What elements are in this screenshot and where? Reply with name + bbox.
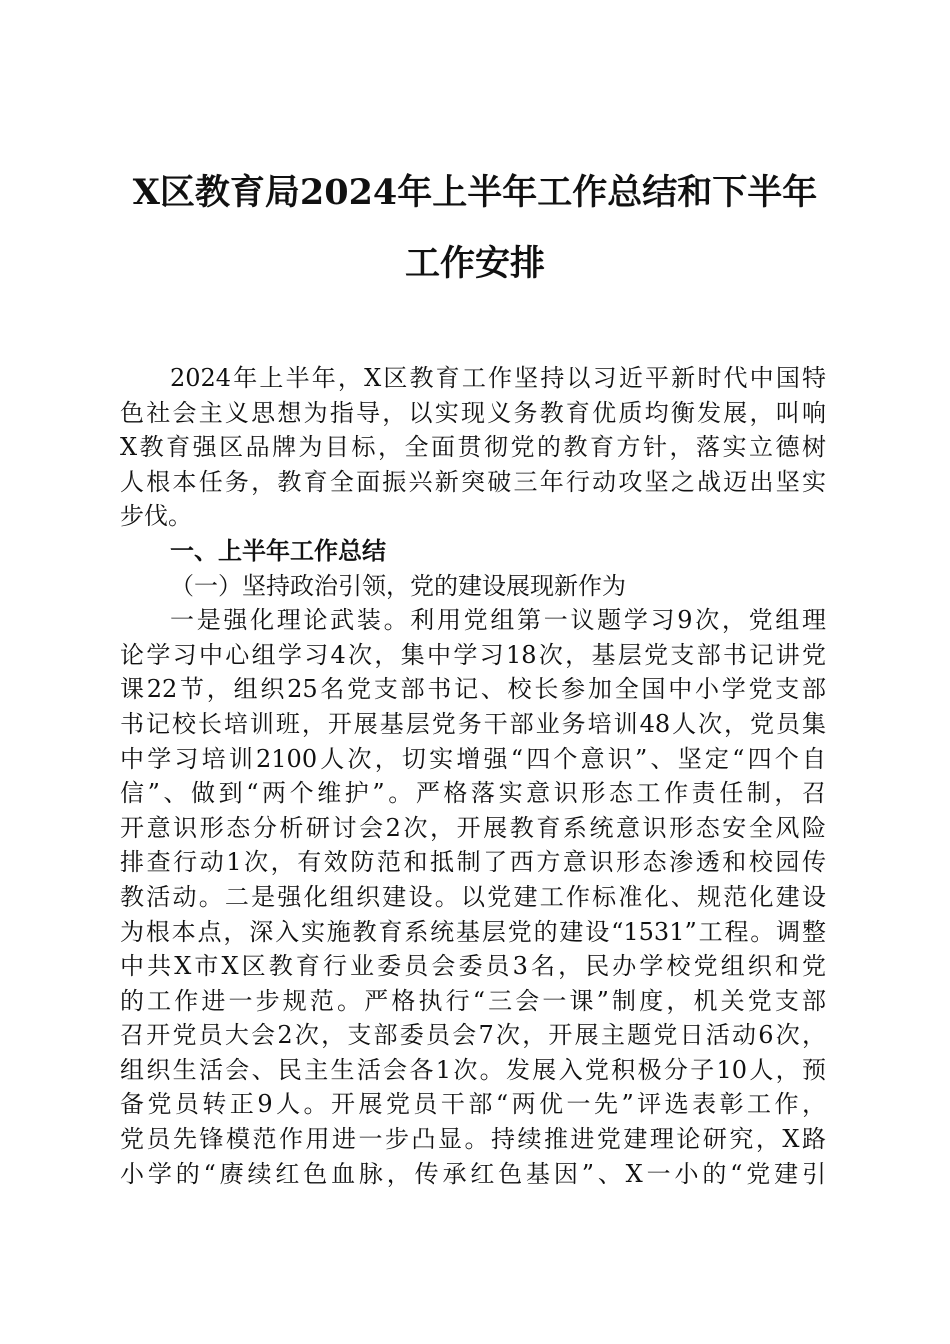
paragraph-line: 教活动。二是强化组织建设。以党建工作标准化、规范化建设 xyxy=(120,882,826,911)
paragraph-line: 排查行动1次，有效防范和抵制了西方意识形态渗透和校园传 xyxy=(120,848,826,877)
intro-line: 人根本任务，教育全面振兴新突破三年行动攻坚之战迈出坚实 xyxy=(120,467,826,496)
paragraph-line: 信”、做到“两个维护”。严格落实意识形态工作责任制，召 xyxy=(120,779,826,808)
paragraph-line: 召开党员大会2次，支部委员会7次，开展主题党日活动6次， xyxy=(120,1021,826,1050)
paragraph-line: 书记校长培训班，开展基层党务干部业务培训48人次，党员集 xyxy=(120,709,826,738)
intro-line: X教育强区品牌为目标，全面贯彻党的教育方针，落实立德树 xyxy=(120,433,826,462)
paragraph-line: 小学的“赓续红色血脉，传承红色基因”、X一小的“党建引 xyxy=(120,1159,826,1188)
paragraph-line: 论学习中心组学习4次，集中学习18次，基层党支部书记讲党 xyxy=(120,640,826,669)
intro-line: 2024年上半年，X区教育工作坚持以习近平新时代中国特 xyxy=(170,364,826,392)
intro-line: 步伐。 xyxy=(120,502,192,531)
section-heading: 一、上半年工作总结 xyxy=(170,536,386,565)
paragraph-line: 中共X市X区教育行业委员会委员3名，民办学校党组织和党 xyxy=(120,952,826,981)
paragraph-line: 的工作进一步规范。严格执行“三会一课”制度，机关党支部 xyxy=(120,986,826,1015)
paragraph-line: 中学习培训2100人次，切实增强“四个意识”、坚定“四个自 xyxy=(120,744,826,773)
paragraph-line: 备党员转正9人。开展党员干部“两优一先”评选表彰工作， xyxy=(120,1090,826,1119)
paragraph-line: 为根本点，深入实施教育系统基层党的建设“1531”工程。调整 xyxy=(120,917,826,946)
intro-line: 色社会主义思想为指导，以实现义务教育优质均衡发展，叫响 xyxy=(120,398,826,427)
subsection-heading: （一）坚持政治引领，党的建设展现新作为 xyxy=(170,571,626,600)
paragraph-line: 课22节，组织25名党支部书记、校长参加全国中小学党支部 xyxy=(120,675,826,704)
paragraph-line: 组织生活会、民主生活会各1次。发展入党积极分子10人，预 xyxy=(120,1055,826,1084)
document-title-line-2: 工作安排 xyxy=(404,243,545,284)
document-body xyxy=(120,361,826,1191)
document-title-line-1: X区教育局2024年上半年工作总结和下半年 xyxy=(132,172,818,213)
paragraph-line: 开意识形态分析研讨会2次，开展教育系统意识形态安全风险 xyxy=(120,813,826,842)
paragraph-line: 党员先锋模范作用进一步凸显。持续推进党建理论研究，X路 xyxy=(120,1125,826,1154)
paragraph-line: 一是强化理论武装。利用党组第一议题学习9次，党组理 xyxy=(170,606,826,635)
